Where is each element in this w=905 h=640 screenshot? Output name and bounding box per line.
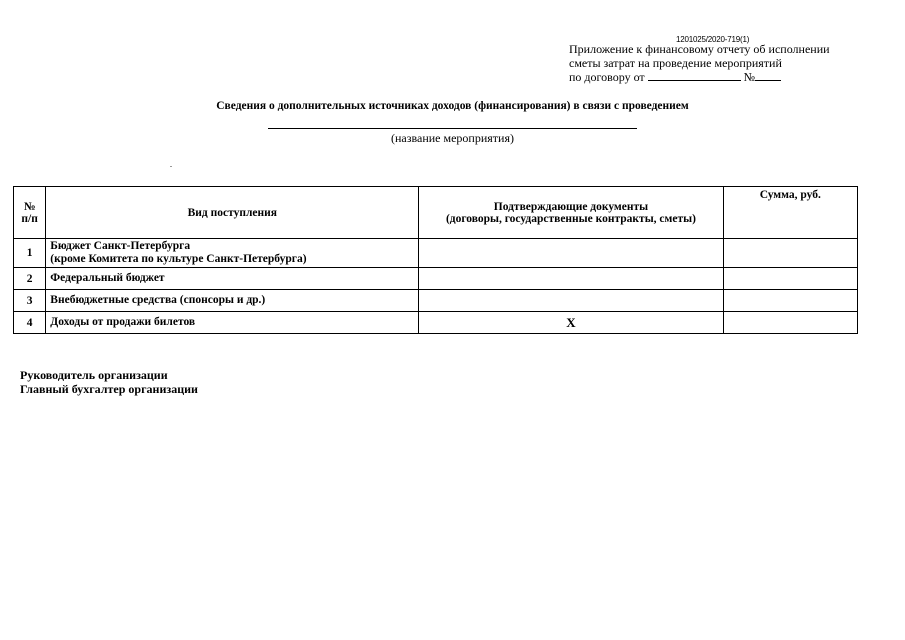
income-sources-table [13, 186, 858, 334]
row-docs [419, 290, 723, 312]
appendix-line-3 [569, 70, 830, 84]
row-type-line1: Бюджет Санкт-Петербурга [50, 240, 191, 252]
row-num: 3 [14, 290, 46, 312]
row-sum [723, 239, 857, 268]
header-num-line2: п/п [21, 212, 38, 225]
contract-number-label: № [743, 70, 756, 84]
table-row [14, 268, 858, 290]
event-name-caption: (название мероприятия) [391, 131, 514, 145]
event-name-blank [268, 128, 637, 129]
report-heading: Сведения о дополнительных источниках доходов (финансирования) в связи с проведением [216, 100, 689, 112]
appendix-note [569, 42, 830, 84]
table-row [14, 239, 858, 268]
row-docs-x-mark: X [419, 312, 723, 334]
header-num-line1: № [23, 200, 36, 213]
row-sum [723, 312, 857, 334]
row-sum [723, 290, 857, 312]
row-docs [419, 239, 723, 268]
row-num: 1 [14, 239, 46, 268]
signature-block [20, 368, 198, 396]
appendix-line-2: сметы затрат на проведение мероприятий [569, 56, 782, 70]
row-type [46, 239, 419, 268]
row-docs [419, 268, 723, 290]
appendix-line-1: Приложение к финансовому отчету об исполнении [569, 42, 830, 56]
header-docs-line1: Подтверждающие документы [493, 200, 649, 213]
row-type-line2: (кроме Комитета по культуре Санкт-Петербурга) [50, 253, 307, 265]
document-code: 1201025/2020-719(1) [676, 35, 750, 44]
table-row [14, 312, 858, 334]
contract-number-blank [755, 70, 781, 81]
row-sum [723, 268, 857, 290]
chief-accountant-label: Главный бухгалтер организации [20, 382, 198, 396]
scan-dot [170, 166, 172, 167]
row-type: Федеральный бюджет [46, 268, 419, 290]
header-num [14, 187, 46, 239]
head-of-organization-label: Руководитель организации [20, 368, 168, 382]
header-sum: Сумма, руб. [723, 187, 857, 239]
header-type: Вид поступления [46, 187, 419, 239]
header-docs-line2: (договоры, государственные контракты, сметы) [445, 212, 696, 225]
table-header-row [14, 187, 858, 239]
table-row [14, 290, 858, 312]
row-num: 4 [14, 312, 46, 334]
row-num: 2 [14, 268, 46, 290]
contract-date-blank [648, 70, 741, 81]
contract-date-label: по договору от [569, 70, 645, 84]
row-type: Внебюджетные средства (спонсоры и др.) [46, 290, 419, 312]
header-docs [419, 187, 723, 239]
row-type: Доходы от продажи билетов [46, 312, 419, 334]
